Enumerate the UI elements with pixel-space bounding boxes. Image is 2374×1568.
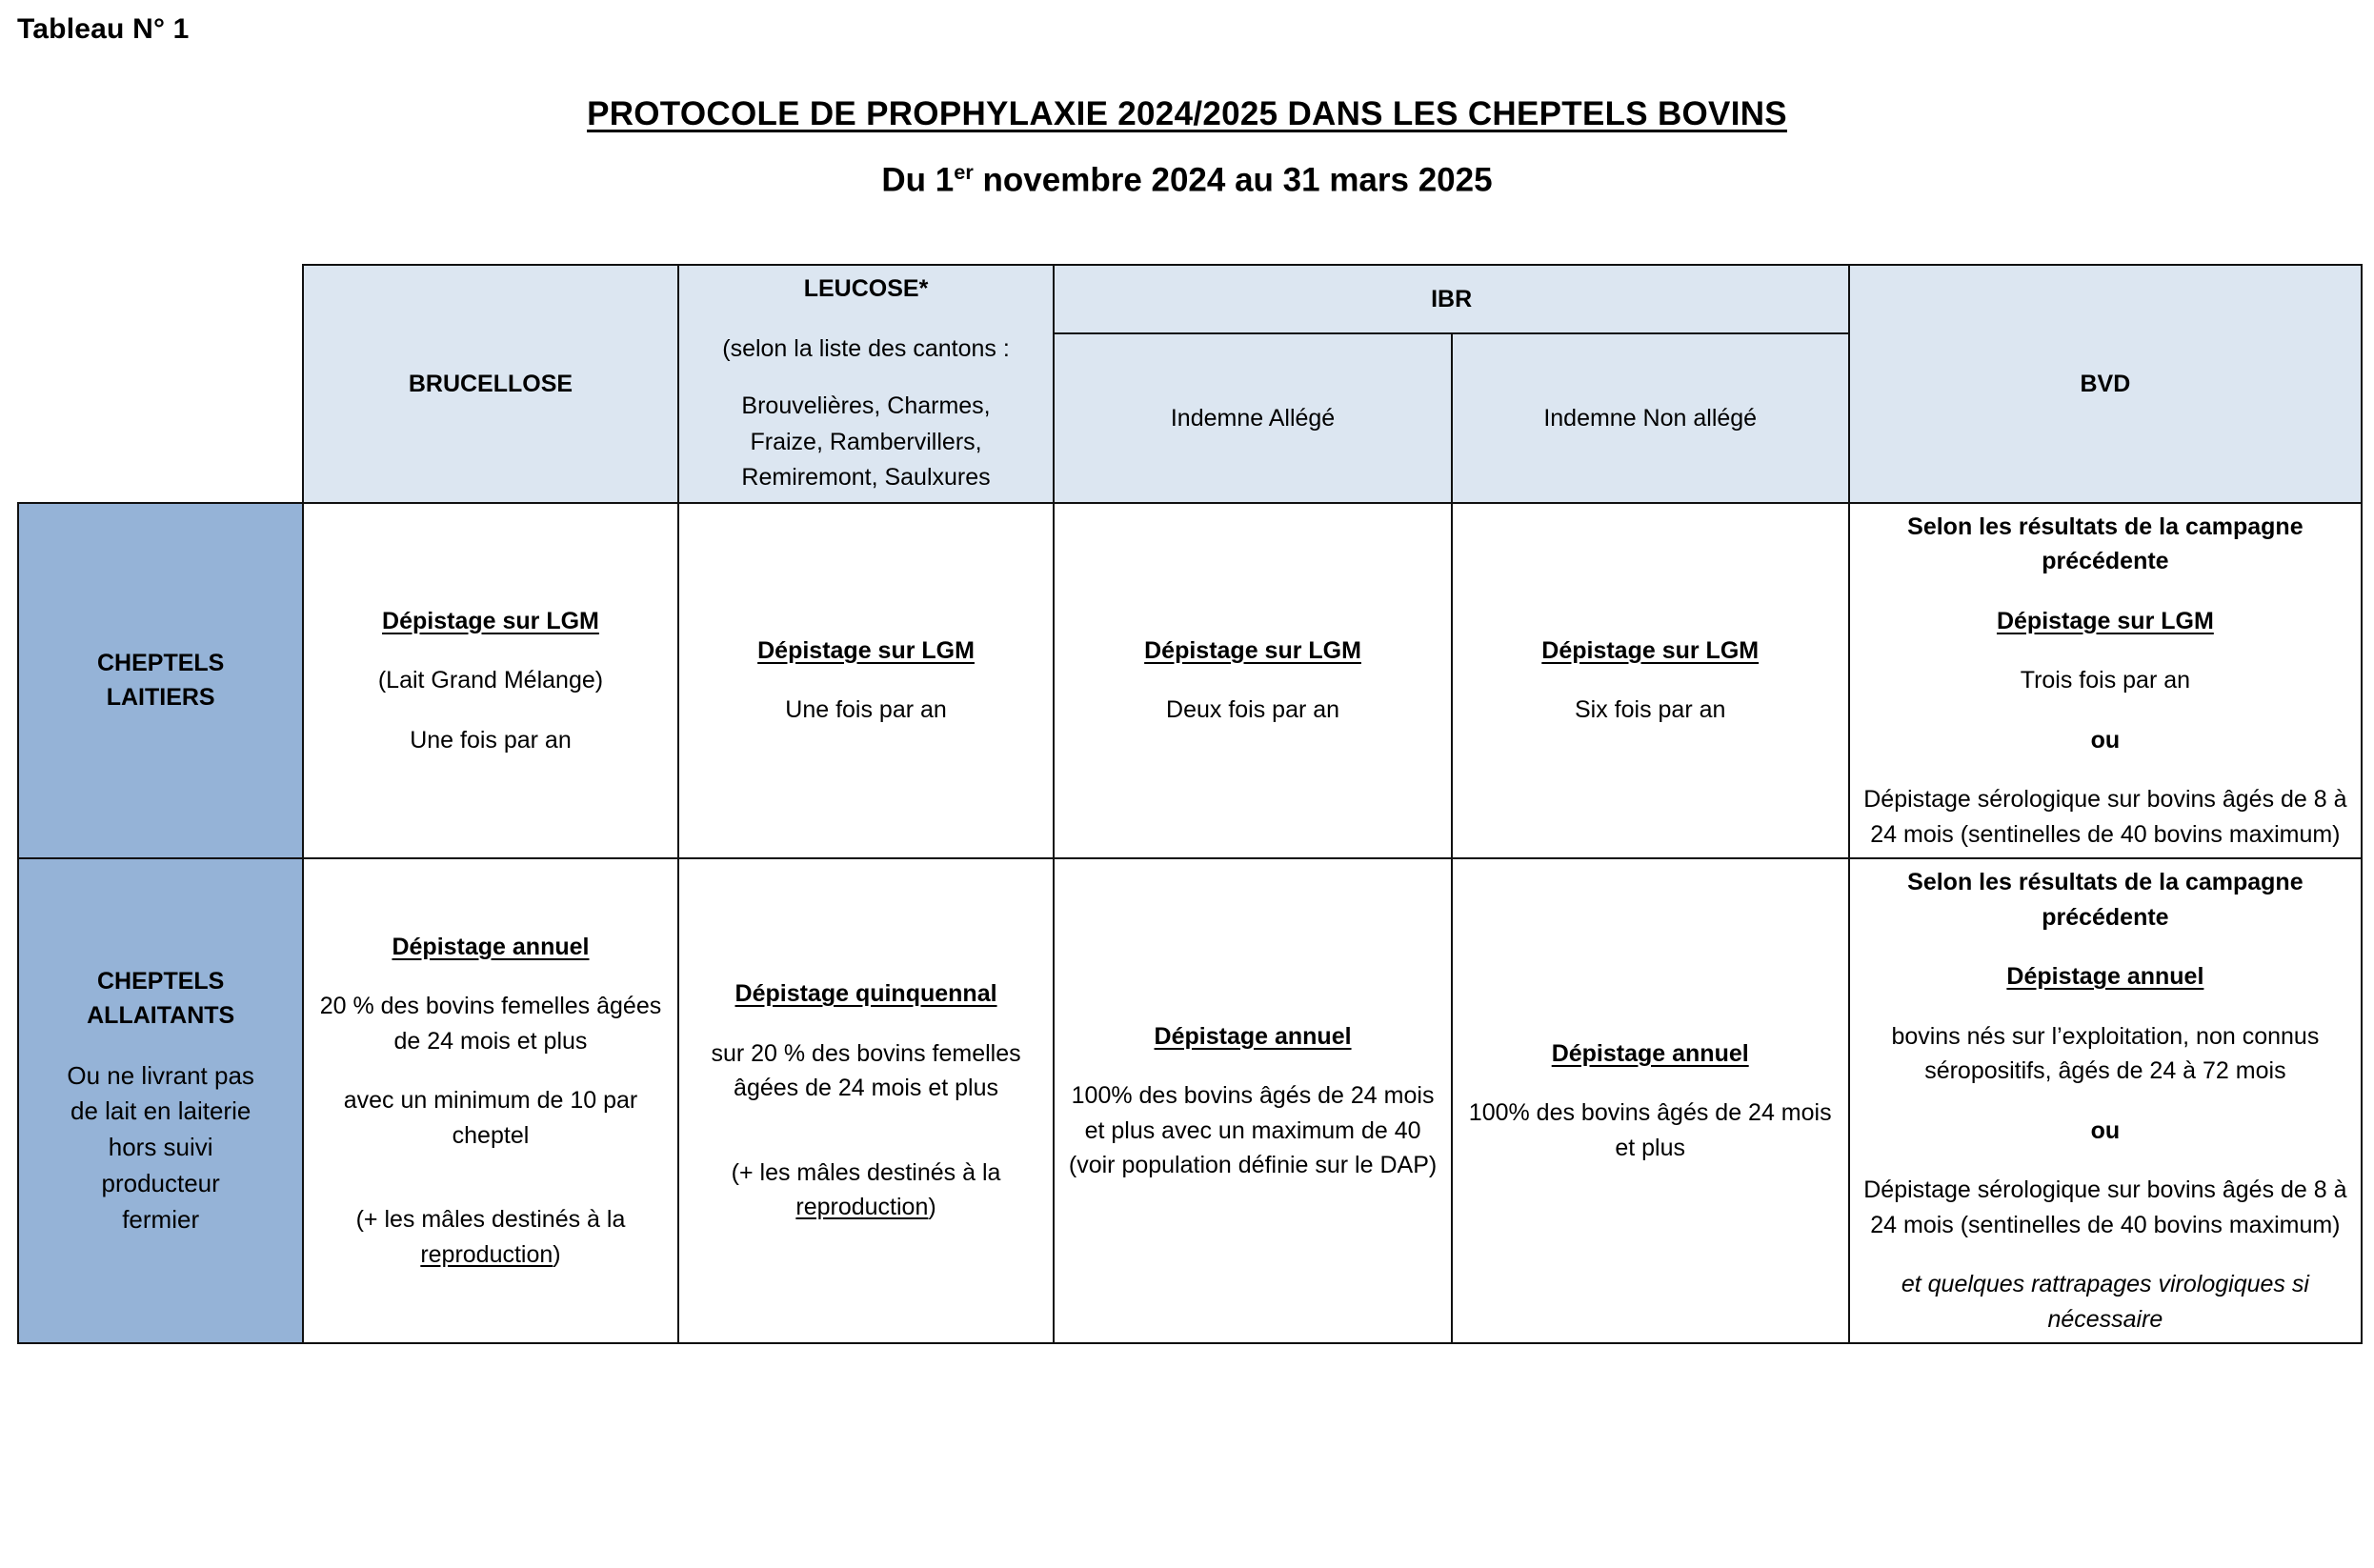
repro-suffix: ) <box>553 1240 561 1268</box>
cell-or-separator: ou <box>2090 1116 2121 1144</box>
cell-laitiers-ibr-allege <box>1054 503 1451 859</box>
row-label-line-2: ALLAITANTS <box>87 1002 235 1030</box>
cell-heading: Dépistage sur LGM <box>757 636 975 664</box>
cell-line: Une fois par an <box>785 696 947 724</box>
row-label-sub-line-4: producteur <box>101 1168 220 1197</box>
cell-heading: Dépistage sur LGM <box>1144 636 1361 664</box>
cell-line: Six fois par an <box>1574 696 1726 724</box>
cell-intro-line-2: précédente <box>2042 548 2169 574</box>
cell-line: sur 20 % des bovins femelles âgées de 24 mois et plus <box>711 1039 1021 1102</box>
cell-heading: Dépistage sur LGM <box>382 607 599 634</box>
cell-heading: Dépistage annuel <box>1154 1022 1352 1050</box>
cell-laitiers-bvd <box>1849 503 2362 859</box>
row-label-sub-line-2: de lait en laiterie <box>70 1096 251 1126</box>
cell-heading: Dépistage sur LGM <box>1541 636 1760 664</box>
cell-heading: Dépistage sur LGM <box>1996 607 2214 634</box>
header-ibr-indemne-allege: Indemne Allégé <box>1054 333 1451 503</box>
title-block <box>0 95 2374 200</box>
repro-underlined: reproduction <box>420 1240 553 1268</box>
page-title: PROTOCOLE DE PROPHYLAXIE 2024/2025 DANS LES CHEPTELS BOVINS <box>587 95 1787 132</box>
cell-line: 100% des bovins âgés de 24 mois et plus <box>1468 1099 1832 1161</box>
cell-line: Une fois par an <box>410 726 572 754</box>
header-leucose <box>678 265 1055 503</box>
row-label-line-1: CHEPTELS <box>96 649 225 676</box>
cell-allaitants-leucose <box>678 858 1055 1343</box>
cell-intro-line-1: Selon les résultats de la campagne <box>1907 513 2304 540</box>
repro-prefix: (+ les mâles destinés à la <box>355 1206 626 1234</box>
cell-intro-line-1: Selon les résultats de la campagne <box>1907 869 2304 895</box>
subtitle-prefix: Du 1 <box>881 161 955 199</box>
header-ibr-indemne-non-allege: Indemne Non allégé <box>1452 333 1849 503</box>
canton-line-3: Remiremont, Saulxures <box>741 464 991 491</box>
corner-blank-cell <box>18 265 303 503</box>
cell-line-reproduction <box>313 1202 667 1272</box>
cell-line: bovins nés sur l’exploitation, non connus séropositifs, âgés de 24 à 72 mois <box>1891 1022 2320 1084</box>
cell-or-separator: ou <box>2090 726 2121 754</box>
header-leucose-title: LEUCOSE* <box>803 275 929 302</box>
header-ibr: IBR <box>1054 265 1848 333</box>
cell-line: Trois fois par an <box>2020 667 2191 694</box>
header-leucose-cantons <box>689 389 1044 496</box>
cell-heading: Dépistage annuel <box>1551 1039 1749 1067</box>
row-label-cheptels-allaitants <box>18 858 303 1343</box>
header-bvd: BVD <box>1849 265 2362 503</box>
cell-allaitants-bvd <box>1849 858 2362 1343</box>
cell-intro-line-2: précédente <box>2042 903 2169 931</box>
row-label-sub <box>29 1058 292 1237</box>
row-label-cheptels-laitiers <box>18 503 303 859</box>
subtitle-rest: novembre 2024 au 31 mars 2025 <box>973 161 1493 199</box>
repro-prefix: (+ les mâles destinés à la <box>731 1158 1001 1186</box>
subtitle-superscript: er <box>954 160 974 184</box>
cell-line-italic: et quelques rattrapages virologiques si nécessaire <box>1901 1271 2309 1333</box>
row-label-sub-line-5: fermier <box>122 1204 200 1234</box>
canton-line-2: Fraize, Rambervillers, <box>750 428 982 455</box>
cell-line: 20 % des bovins femelles âgées de 24 mois et plus <box>319 993 662 1055</box>
row-label-line-2: LAITIERS <box>106 684 215 712</box>
cell-line-reproduction <box>689 1156 1044 1225</box>
cell-heading: Dépistage annuel <box>2006 963 2204 990</box>
table-row <box>18 503 2362 859</box>
cell-laitiers-brucellose <box>303 503 677 859</box>
page-subtitle <box>0 160 2374 200</box>
cell-line: Deux fois par an <box>1166 696 1340 724</box>
cell-line: Dépistage sérologique sur bovins âgés de 8 à 24 mois (sentinelles de 40 bovins maximum) <box>1863 786 2347 848</box>
cell-line: Dépistage sérologique sur bovins âgés de 8 à 24 mois (sentinelles de 40 bovins maximum) <box>1863 1176 2347 1238</box>
cell-allaitants-brucellose <box>303 858 677 1343</box>
header-leucose-note: (selon la liste des cantons : <box>722 334 1010 362</box>
cell-allaitants-ibr-allege <box>1054 858 1451 1343</box>
header-brucellose: BRUCELLOSE <box>303 265 677 503</box>
row-label-sub-line-3: hors suivi <box>108 1133 213 1162</box>
cell-line: 100% des bovins âgés de 24 mois et plus avec un maximum de 40 (voir population définie sur le DAP) <box>1068 1082 1438 1178</box>
cell-heading: Dépistage quinquennal <box>734 980 997 1008</box>
row-label-line-1: CHEPTELS <box>96 967 225 995</box>
cell-laitiers-leucose <box>678 503 1055 859</box>
row-label-sub-line-1: Ou ne livrant pas <box>67 1060 254 1090</box>
table-row <box>18 858 2362 1343</box>
cell-allaitants-ibr-non-allege <box>1452 858 1849 1343</box>
cell-line: (Lait Grand Mélange) <box>377 667 604 694</box>
cell-line: avec un minimum de 10 par cheptel <box>343 1087 638 1149</box>
prophylaxis-protocol-table <box>17 264 2363 1344</box>
repro-suffix: ) <box>928 1194 936 1221</box>
table-header-row-1 <box>18 265 2362 333</box>
canton-line-1: Brouvelières, Charmes, <box>741 392 991 419</box>
cell-laitiers-ibr-non-allege <box>1452 503 1849 859</box>
cell-heading: Dépistage annuel <box>392 933 590 960</box>
repro-underlined: reproduction <box>795 1194 929 1221</box>
table-number-label: Tableau N° 1 <box>17 13 190 45</box>
